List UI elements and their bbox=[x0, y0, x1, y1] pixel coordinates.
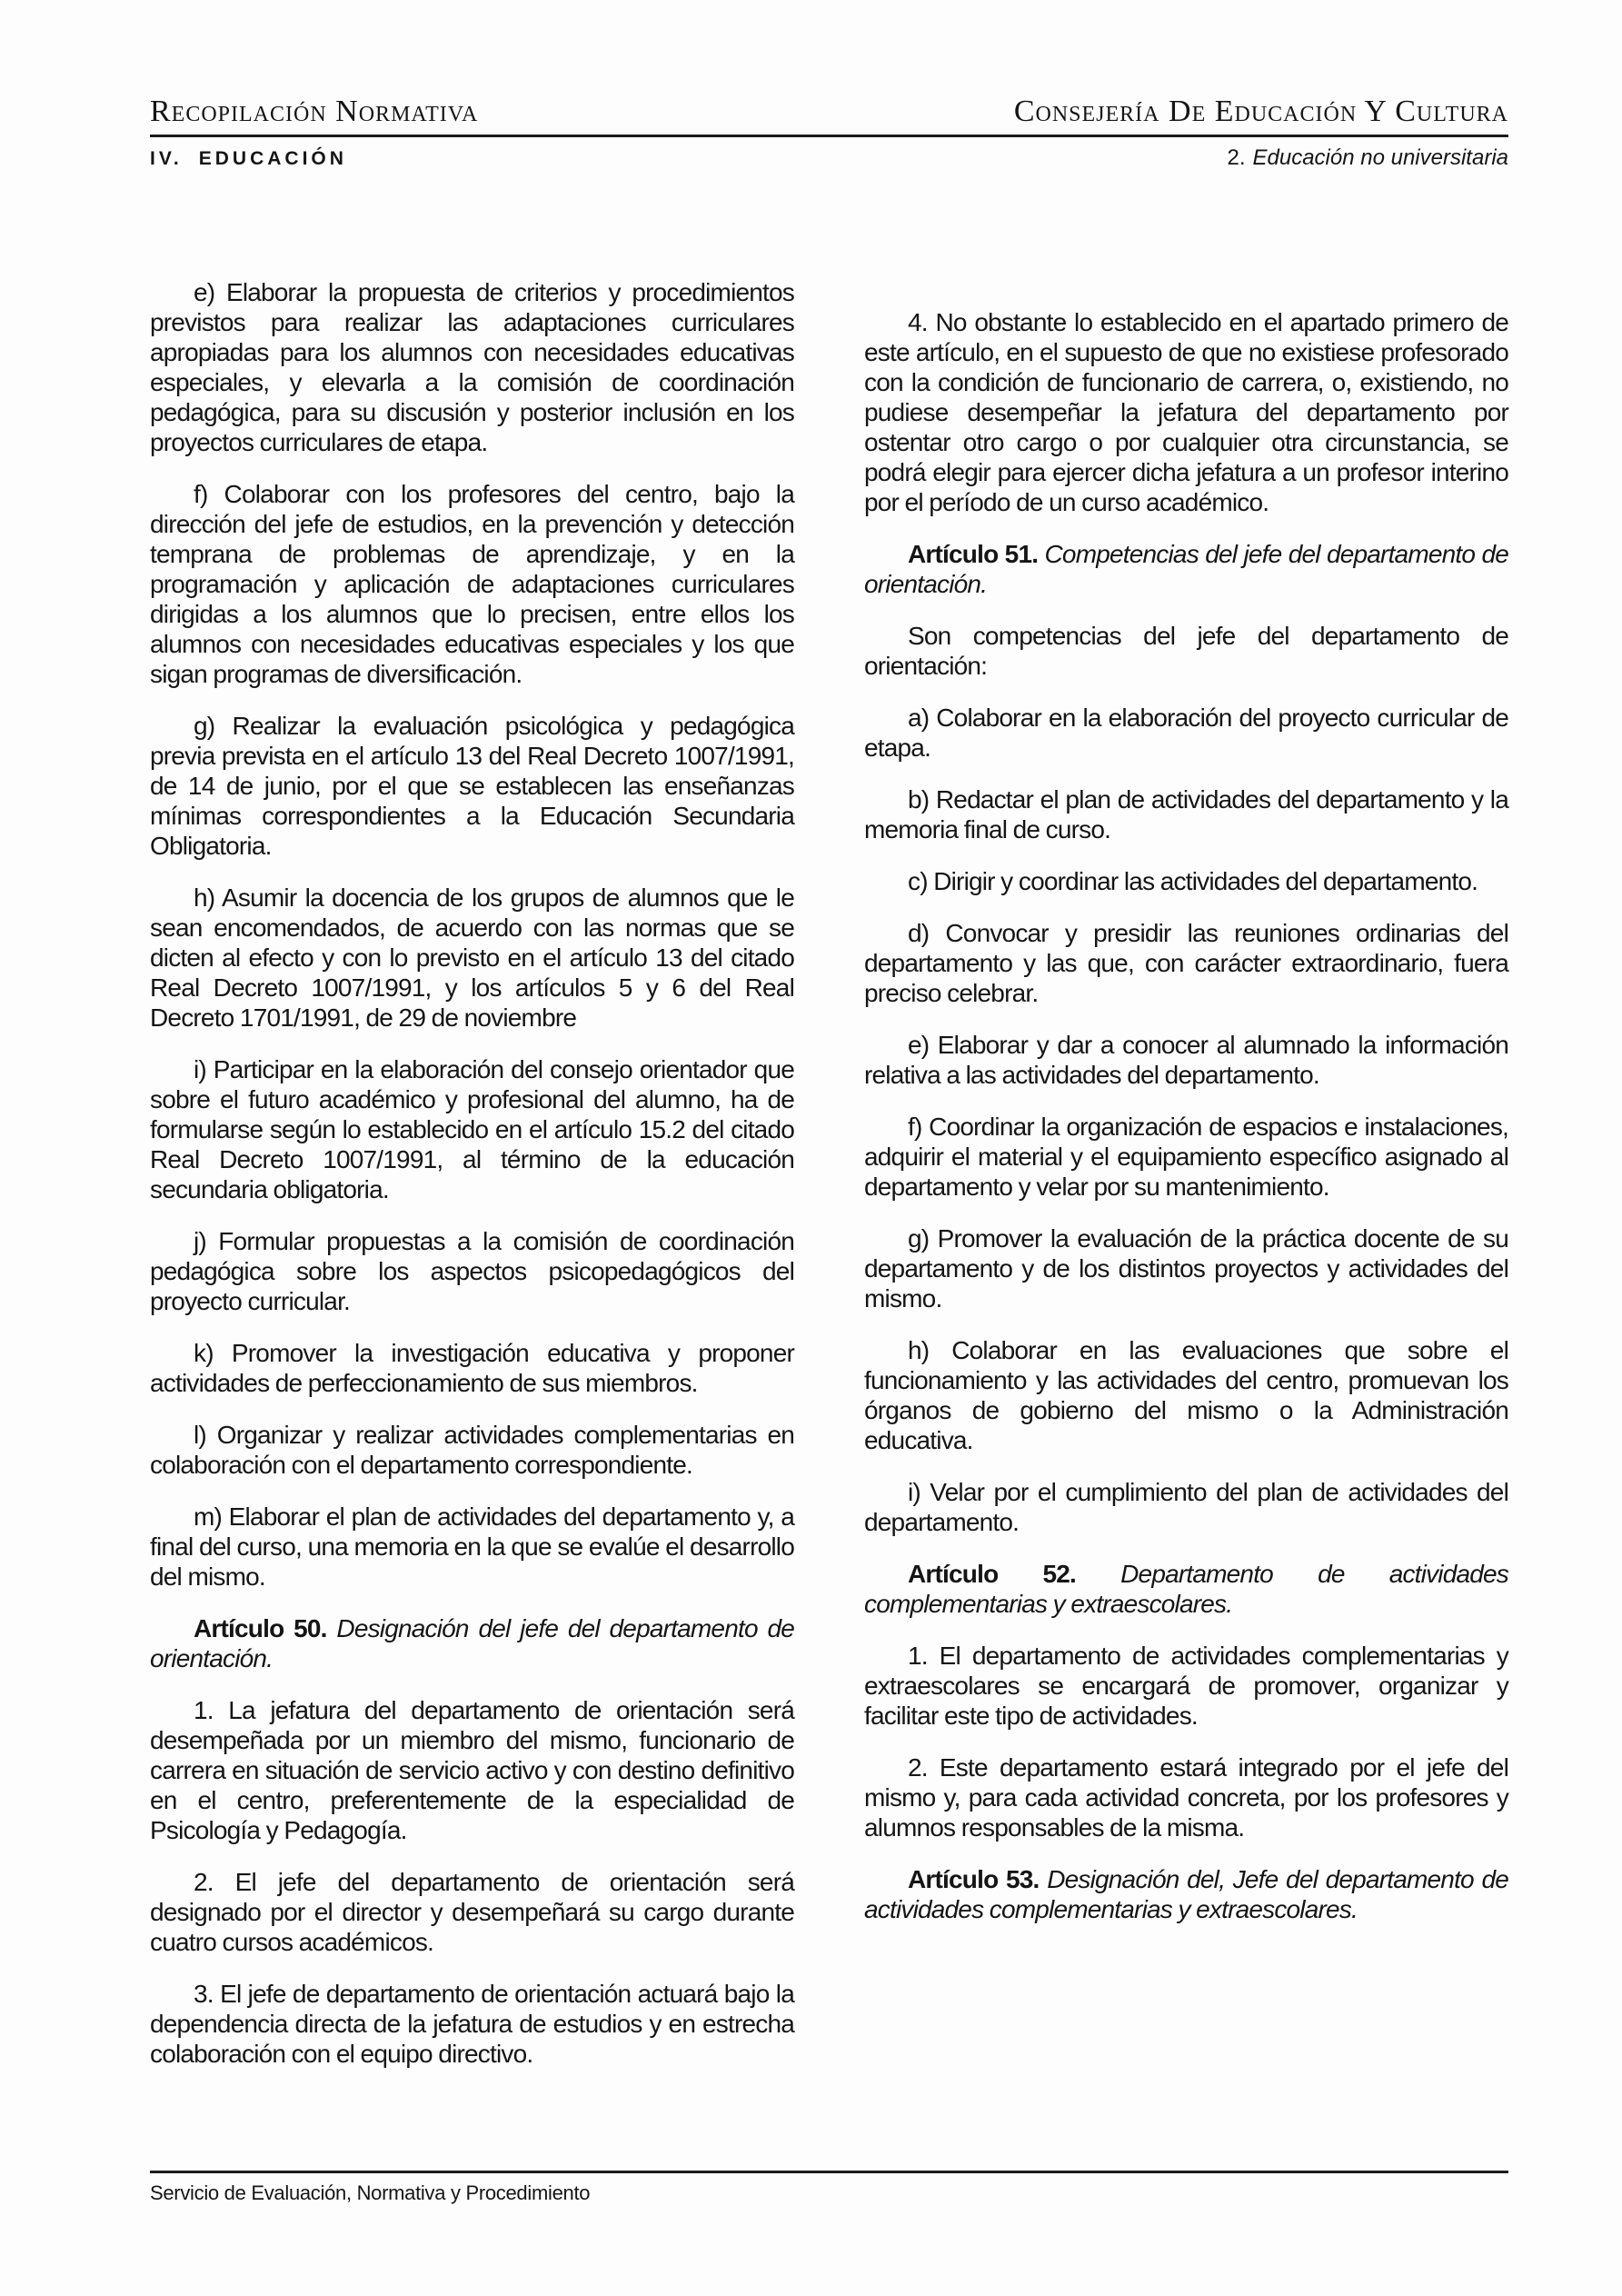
article-53-heading bbox=[864, 1864, 1508, 1924]
article-51-intro: Son competencias del jefe del departamento de orientación: bbox=[864, 622, 1508, 680]
clause-i: i) Participar en la elaboración del consejo orientador que sobre el futuro académico y profesional del alumno, ha de formularse según lo establecido en el artículo 15.2 del citado Real Decreto 1007/1991, al término de la educación secundaria obligatoria. bbox=[150, 1055, 794, 1203]
clause-l: l) Organizar y realizar actividades complementarias en colaboración con el departamento correspondiente. bbox=[150, 1421, 794, 1479]
clause-g-right: g) Promover la evaluación de la práctica docente de su departamento y de los distintos proyectos y actividades del mismo. bbox=[864, 1224, 1508, 1313]
clause-h: h) Asumir la docencia de los grupos de alumnos que le sean encomendados, de acuerdo con las normas que se dicten al efecto y con lo previsto en el artículo 13 del citado Real Decreto 1007/1991, y los artículos 5 y 6 del Real Decreto 1701/1991, de 29 de noviembre bbox=[150, 883, 794, 1032]
article-52-point-2: 2. Este departamento estará integrado por el jefe del mismo y, para cada actividad concreta, por los profesores y alumnos responsables de la misma. bbox=[864, 1753, 1508, 1842]
clause-c: c) Dirigir y coordinar las actividades del departamento. bbox=[908, 867, 1478, 895]
section-name: EDUCACIÓN bbox=[198, 148, 347, 169]
article-50-point-4: 4. No obstante lo establecido en el apartado primero de este artículo, en el supuesto de que no existiese profesorado con la condición de funcionario de carrera, o, existiendo, no pudiese desempeñar la jefatura del departamento por ostentar otro cargo o por cualquier otra circunstancia, se podrá elegir para ejercer dicha jefatura a un profesor interino por el período de un curso académico. bbox=[864, 308, 1508, 516]
clause-h-right: h) Colaborar en las evaluaciones que sobre el funcionamiento y las actividades del centro, promuevan los órganos de gobierno del mismo o la Administración educativa. bbox=[864, 1336, 1508, 1454]
article-52-title: Departamento de actividades complementarias y extraescolares. bbox=[864, 1560, 1508, 1618]
article-50-point-1: 1. La jefatura del departamento de orientación será desempeñada por un miembro del mismo, funcionario de carrera en situación de servicio activo y con destino definitivo en el centro, preferentemente de la especialidad de Psicología y Pedagogía. bbox=[150, 1696, 794, 1844]
clause-j: j) Formular propuestas a la comisión de coordinación pedagógica sobre los aspectos psicopedagógicos del proyecto curricular. bbox=[150, 1227, 794, 1315]
left-column bbox=[150, 277, 794, 2091]
clause-b: b) Redactar el plan de actividades del departamento y la memoria final de curso. bbox=[864, 785, 1508, 844]
article-50-label: Artículo 50. bbox=[194, 1614, 327, 1642]
clause-g: g) Realizar la evaluación psicológica y pedagógica previa prevista en el artículo 13 del Real Decreto 1007/1991, de 14 de junio, por el que se establecen las enseñanzas mínimas correspondientes a la Educación Secundaria Obligatoria. bbox=[150, 712, 794, 860]
masthead bbox=[150, 95, 1508, 129]
clause-i-right: i) Velar por el cumplimiento del plan de actividades del departamento. bbox=[864, 1478, 1508, 1536]
article-50-heading bbox=[150, 1613, 794, 1673]
article-50-point-3: 3. El jefe de departamento de orientación actuará bajo la dependencia directa de la jefatura de estudios y en estrecha colaboración con el equipo directivo. bbox=[150, 1980, 794, 2068]
clause-d: d) Convocar y presidir las reuniones ordinarias del departamento y las que, con carácter extraordinario, fuera preciso celebrar. bbox=[864, 919, 1508, 1007]
clause-f-right: f) Coordinar la organización de espacios e instalaciones, adquirir el material y el equipamiento específico asignado al departamento y velar por su mantenimiento. bbox=[864, 1113, 1508, 1201]
footer-text: Servicio de Evaluación, Normativa y Procedimiento bbox=[150, 2181, 591, 2204]
clause-e-right: e) Elaborar y dar a conocer al alumnado la información relativa a las actividades del departamento. bbox=[864, 1031, 1508, 1089]
article-52-label: Artículo 52. bbox=[908, 1560, 1077, 1588]
article-52-heading bbox=[864, 1559, 1508, 1619]
subsection-label bbox=[1227, 145, 1508, 171]
article-50-title: Designación del jefe del departamento de orientación. bbox=[150, 1614, 794, 1672]
article-52-point-1: 1. El departamento de actividades complementarias y extraescolares se encargará de promover, organizar y facilitar este tipo de actividades. bbox=[864, 1642, 1508, 1730]
article-51-heading bbox=[864, 539, 1508, 599]
section-label bbox=[150, 148, 347, 170]
section-row bbox=[150, 145, 1508, 171]
clause-f: f) Colaborar con los profesores del centro, bajo la dirección del jefe de estudios, en la prevención y detección temprana de problemas de aprendizaje, y en la programación y aplicación de adaptaciones curriculares dirigidas a los alumnos que lo precisen, entre ellos los alumnos con necesidades educativas especiales y los que sigan programas de diversificación. bbox=[150, 480, 794, 688]
two-column-body bbox=[150, 277, 1508, 2091]
journal-title: Recopilación Normativa bbox=[150, 95, 479, 128]
clause-a: a) Colaborar en la elaboración del proyecto curricular de etapa. bbox=[864, 704, 1508, 762]
header-rule bbox=[150, 135, 1508, 137]
section-number: IV. bbox=[150, 148, 183, 169]
clause-e: e) Elaborar la propuesta de criterios y procedimientos previstos para realizar las adaptaciones curriculares apropiadas para los alumnos con necesidades educativas especiales, y elevarla a la comisión de coordinación pedagógica, para su discusión y posterior inclusión en los proyectos curriculares de etapa. bbox=[150, 278, 794, 456]
article-51-title: Competencias del jefe del departamento de orientación. bbox=[864, 540, 1508, 598]
subsection-number: 2. bbox=[1227, 145, 1246, 170]
clause-m: m) Elaborar el plan de actividades del departamento y, a final del curso, una memoria en la que se evalúe el desarrollo del mismo. bbox=[150, 1502, 794, 1591]
footer-rule bbox=[150, 2171, 1508, 2173]
article-53-title: Designación del, Jefe del departamento de actividades complementarias y extraescolares. bbox=[864, 1865, 1509, 1923]
article-51-label: Artículo 51. bbox=[908, 540, 1039, 568]
right-column bbox=[864, 277, 1508, 2091]
article-53-label: Artículo 53. bbox=[908, 1865, 1040, 1893]
clause-k: k) Promover la investigación educativa y proponer actividades de perfeccionamiento de sus miembros. bbox=[150, 1339, 794, 1397]
institution-title: Consejería De Educación Y Cultura bbox=[1013, 95, 1508, 128]
subsection-name: Educación no universitaria bbox=[1252, 145, 1508, 170]
article-50-point-2: 2. El jefe del departamento de orientación será designado por el director y desempeñará su cargo durante cuatro cursos académicos. bbox=[150, 1868, 794, 1956]
